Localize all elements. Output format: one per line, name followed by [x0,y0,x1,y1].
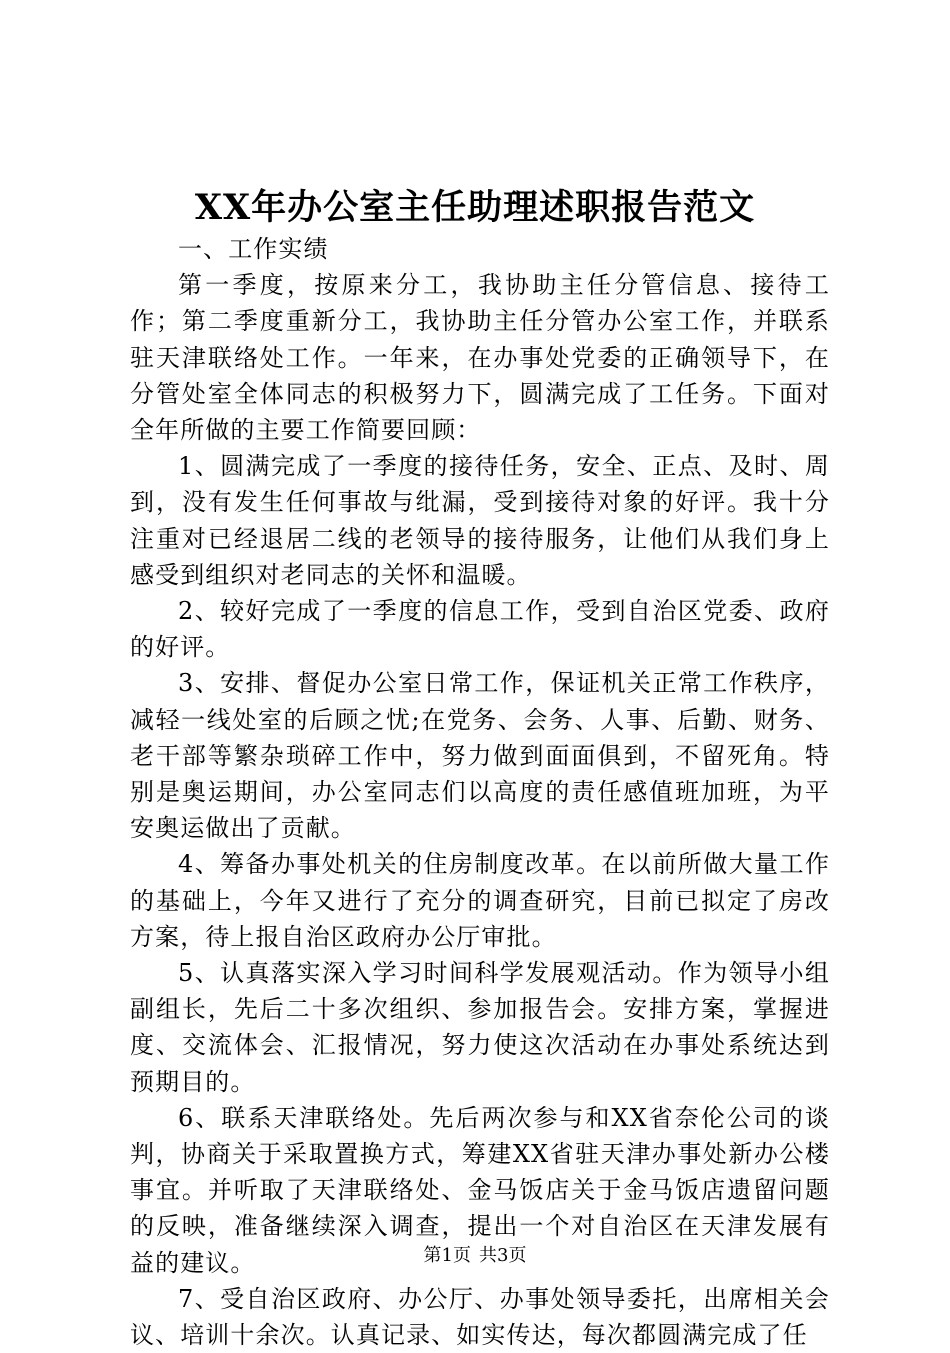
paragraph-intro: 第一季度，按原来分工，我协助主任分管信息、接待工作；第二季度重新分工，我协助主任分管办公室工作，并联系驻天津联络处工作。一年来，在办事处党委的正确领导下，在分管处室全体同志的积极努力下，圆满完成了工任务。下面对全年所做的主要工作简要回顾： [130,271,830,445]
document-body [130,231,830,1353]
paragraph-item-2: 2、较好完成了一季度的信息工作，受到自治区党委、政府的好评。 [130,597,830,662]
page-title: XX年办公室主任助理述职报告范文 [194,187,756,228]
paragraph-item-4: 4、筹备办事处机关的住房制度改革。在以前所做大量工作的基础上，今年又进行了充分的调查研究，目前已拟定了房改方案，待上报自治区政府办公厅审批。 [130,850,830,951]
paragraph-item-3: 3、安排、督促办公室日常工作，保证机关正常工作秩序，减轻一线处室的后顾之忧;在党务、会务、人事、后勤、财务、老干部等繁杂琐碎工作中，努力做到面面俱到，不留死角。特别是奥运期间，办公室同志们以高度的责任感值班加班，为平安奥运做出了贡献。 [130,669,830,843]
page-total: 共3页 [479,1245,527,1266]
page-footer [0,1244,950,1268]
paragraph-item-5: 5、认真落实深入学习时间科学发展观活动。作为领导小组副组长，先后二十多次组织、参加报告会。安排方案，掌握进度、交流体会、汇报情况，努力使这次活动在办事处系统达到预期目的。 [130,959,830,1096]
paragraph-item-7: 7、受自治区政府、办公厅、办事处领导委托，出席相关会议、培训十余次。认真记录、如实传达，每次都圆满完成了任 [130,1284,830,1350]
paragraph-item-6: 6、联系天津联络处。先后两次参与和XX省奈伦公司的谈判，协商关于采取置换方式，筹建XX省驻天津办事处新办公楼事宜。并听取了天津联络处、金马饭店关于金马饭店遗留问题的反映，准备继续深入调查，提出一个对自治区在天津发展有益的建议。 [130,1103,830,1277]
section-heading: 一、工作实绩 [178,235,329,263]
paragraph-item-1: 1、圆满完成了一季度的接待任务，安全、正点、及时、周到，没有发生任何事故与纰漏，受到接待对象的好评。我十分注重对已经退居二线的老领导的接待服务，让他们从我们身上感受到组织对老同志的关怀和温暖。 [130,452,830,589]
page-number: 第1页 [423,1245,471,1266]
